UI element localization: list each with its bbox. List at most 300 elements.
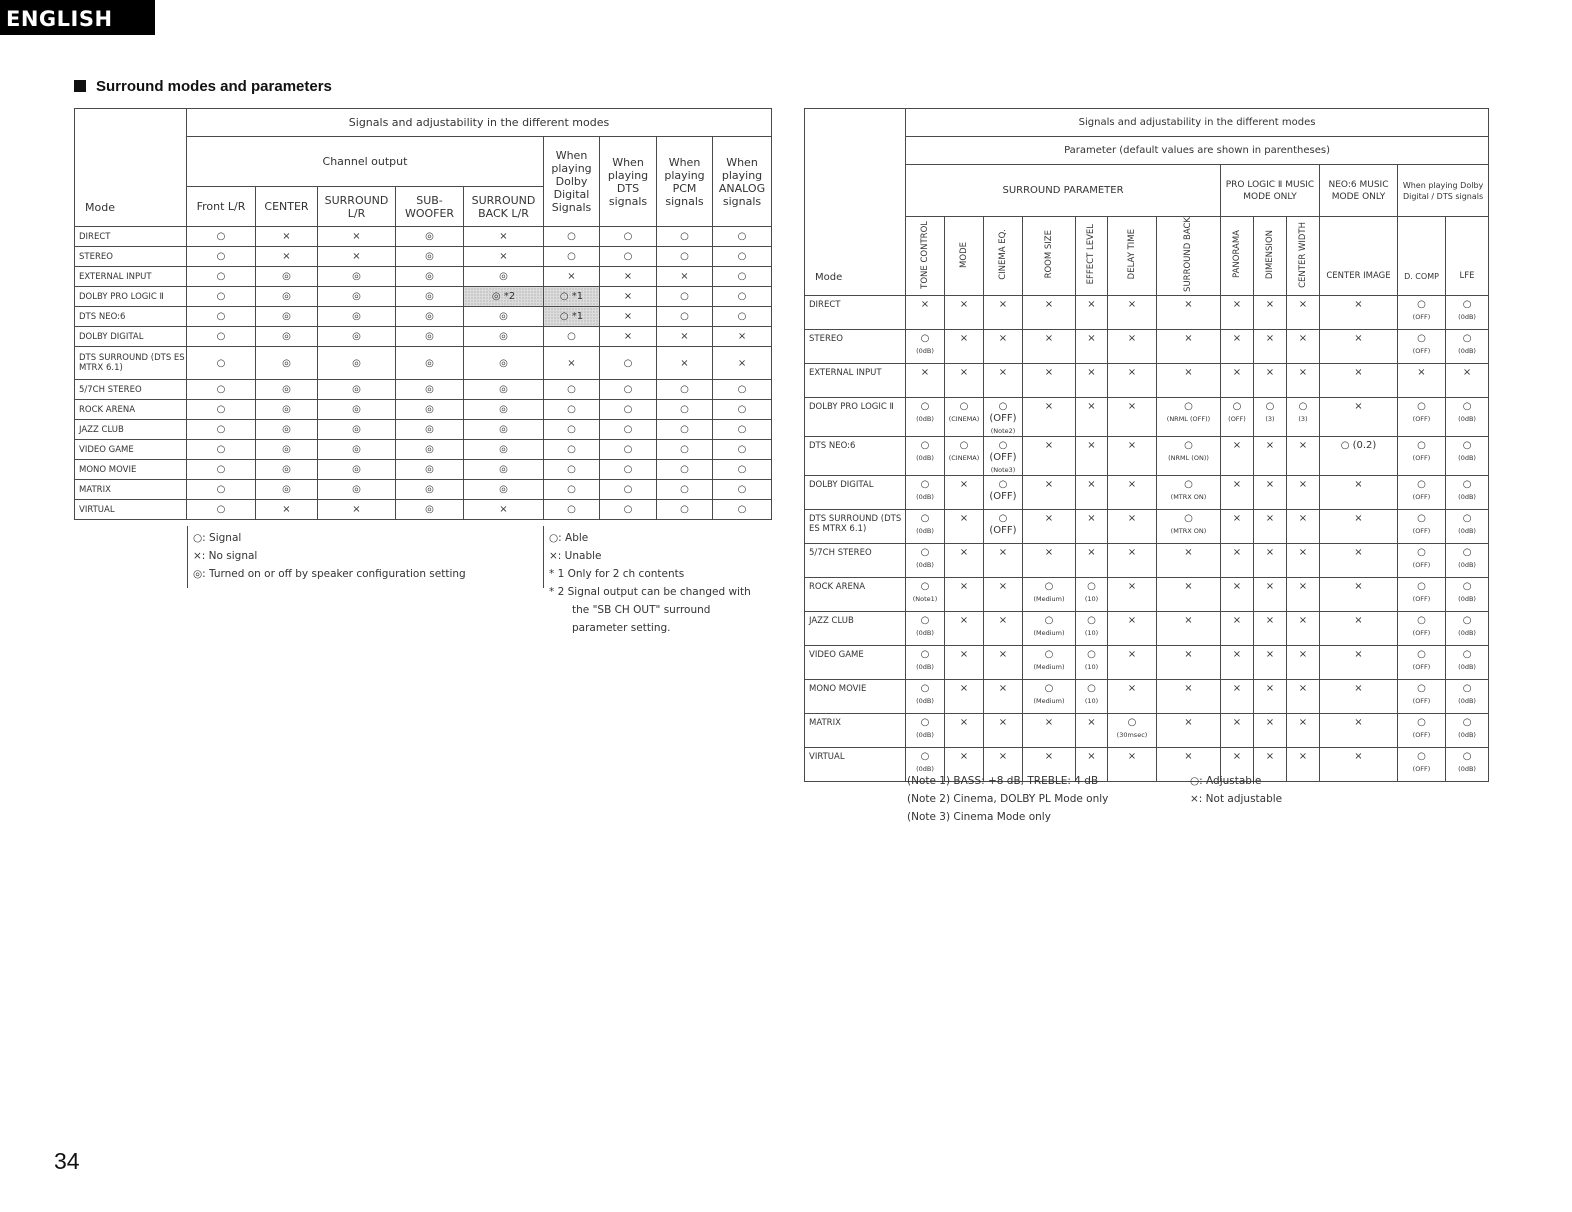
adjust-symbol: ○ (1417, 439, 1426, 451)
default-value: (0dB) (916, 628, 934, 637)
parameter-cell (1221, 509, 1254, 543)
signal-cell: × (600, 307, 657, 327)
parameter-cell (1023, 295, 1076, 329)
signal-cell: ○ (187, 327, 256, 347)
table-row (75, 327, 772, 347)
parameter-cell (1157, 645, 1221, 679)
parameter-cell (906, 475, 945, 509)
adjust-symbol: ○ (1462, 400, 1472, 412)
adjust-symbol: × (920, 366, 930, 378)
default-value: (0dB) (1458, 560, 1476, 569)
adjust-symbol: × (1184, 298, 1193, 310)
adjust-symbol: × (1232, 439, 1242, 451)
mode-name-cell: DTS SURROUND (DTS ES MTRX 6.1) (75, 347, 187, 380)
signals-group-header: Signals and adjustability in the different modes (906, 109, 1489, 137)
signal-cell: ○ (713, 307, 772, 327)
signal-cell: ○ (544, 460, 600, 480)
signal-cell: ○ (544, 247, 600, 267)
parameter-cell (1320, 509, 1398, 543)
parameter-cell (1320, 363, 1398, 397)
parameter-cell (984, 577, 1023, 611)
parameter-cell (1254, 645, 1287, 679)
signal-cell: ○ (657, 400, 713, 420)
signal-cell: ◎ (256, 400, 318, 420)
adjust-symbol: ○ (1462, 750, 1472, 762)
parameter-cell (1320, 543, 1398, 577)
parameter-cell (1157, 363, 1221, 397)
adjust-symbol: × (1044, 439, 1054, 451)
signal-cell: ○ (187, 400, 256, 420)
adjust-symbol: ○ (920, 682, 930, 694)
signal-cell: ○ (713, 287, 772, 307)
adjust-symbol: × (1265, 298, 1275, 310)
parameter-cell (1076, 509, 1108, 543)
signal-cell: ◎ (396, 480, 464, 500)
parameter-cell (1446, 363, 1489, 397)
default-value: (0dB) (1458, 312, 1476, 321)
parameter-cell (1108, 611, 1157, 645)
default-value: (NRML (ON)) (1168, 453, 1209, 462)
adjust-symbol: ○ (1417, 580, 1426, 592)
parameter-table (804, 108, 1489, 782)
default-value: (0dB) (1458, 453, 1476, 462)
mode-name-cell: DTS SURROUND (DTS ES MTRX 6.1) (805, 509, 906, 543)
parameter-cell (906, 436, 945, 475)
signal-cell: ○ (187, 227, 256, 247)
adjust-symbol: × (1087, 478, 1096, 490)
signal-cell: ○ (187, 440, 256, 460)
signal-cell: ◎ (318, 327, 396, 347)
adjust-symbol: ○ (1462, 332, 1472, 344)
adjust-symbol: ○ (1087, 614, 1096, 626)
adjust-symbol: × (1232, 682, 1242, 694)
parameter-cell (1023, 509, 1076, 543)
parameter-cell (1287, 713, 1320, 747)
adjust-symbol: × (1354, 298, 1363, 310)
parameter-cell (1446, 645, 1489, 679)
adjust-symbol: ○ (0.2) (1340, 439, 1377, 451)
signal-cell: × (256, 227, 318, 247)
adjust-symbol: × (1265, 512, 1275, 524)
signal-cell: ○ *1 (544, 307, 600, 327)
signal-cell: ○ (544, 327, 600, 347)
adjust-symbol: ○ (1417, 614, 1426, 626)
adjust-symbol: ○ (1184, 478, 1193, 490)
adjust-symbol: ○ (1417, 478, 1426, 490)
parameter-cell (1221, 645, 1254, 679)
default-value: (0dB) (916, 764, 934, 773)
signal-cell: ○ (600, 480, 657, 500)
signal-cell: × (600, 287, 657, 307)
adjust-symbol: ○ (1087, 648, 1096, 660)
signal-cell: ◎ (396, 460, 464, 480)
parameter-cell (1221, 475, 1254, 509)
parameter-cell (1254, 509, 1287, 543)
table-row (75, 420, 772, 440)
table-row (805, 713, 1489, 747)
parameter-cell (1076, 329, 1108, 363)
mode-column-header: Mode (75, 109, 187, 227)
tone-control-header: TONE CONTROL (906, 217, 945, 296)
default-value: (MTRX ON) (1170, 492, 1207, 501)
adjust-symbol: × (1265, 439, 1275, 451)
adjust-symbol: × (998, 614, 1008, 626)
default-value: (0dB) (916, 453, 934, 462)
default-value: (OFF) (1412, 764, 1431, 773)
parameter-cell (1398, 329, 1446, 363)
adjust-symbol: × (1265, 366, 1275, 378)
parameter-cell (1320, 475, 1398, 509)
parameter-cell (1398, 397, 1446, 436)
signal-cell: ◎ (464, 327, 544, 347)
mode-name-cell: MATRIX (805, 713, 906, 747)
adjust-symbol: × (1127, 580, 1137, 592)
subwoofer-header: SUB- WOOFER (396, 187, 464, 227)
when-playing-header: When playing Dolby Digital / DTS signals (1398, 165, 1489, 217)
parameter-cell (1254, 679, 1287, 713)
signal-cell: ○ (544, 420, 600, 440)
parameter-cell (1398, 436, 1446, 475)
parameter-cell (1446, 295, 1489, 329)
adjust-symbol: × (1184, 750, 1193, 762)
signal-cell: ○ (657, 227, 713, 247)
adjust-symbol: × (1354, 614, 1363, 626)
effect-level-header: EFFECT LEVEL (1076, 217, 1108, 296)
table-row (805, 577, 1489, 611)
adjust-symbol: × (959, 512, 969, 524)
signal-cell: ◎ (464, 400, 544, 420)
signal-cell: ○ (544, 400, 600, 420)
parameter-cell (1023, 577, 1076, 611)
default-value: (OFF) (1412, 312, 1431, 321)
default-value: (CINEMA) (948, 453, 980, 462)
signal-cell: ○ (187, 380, 256, 400)
mode-name-cell: DOLBY DIGITAL (805, 475, 906, 509)
parameter-cell (1108, 543, 1157, 577)
parameter-cell (1221, 713, 1254, 747)
adjust-symbol: × (959, 366, 969, 378)
adjust-symbol: ○ (1462, 614, 1472, 626)
adjust-symbol: ○ (1417, 716, 1426, 728)
parameter-cell (906, 397, 945, 436)
adjust-symbol: × (1044, 332, 1054, 344)
signal-cell: ◎ (318, 307, 396, 327)
parameter-cell (1108, 397, 1157, 436)
parameter-cell (984, 397, 1023, 436)
adjust-symbol: × (1127, 614, 1137, 626)
parameter-cell (1023, 397, 1076, 436)
adjust-symbol: × (1354, 366, 1363, 378)
adjust-symbol: × (1298, 546, 1308, 558)
language-tab: ENGLISH (0, 0, 155, 35)
parameter-cell (1157, 329, 1221, 363)
signal-cell: ◎ (396, 380, 464, 400)
adjust-symbol: ○ (920, 400, 930, 412)
parameter-cell (1254, 295, 1287, 329)
center-image-header: CENTER IMAGE (1320, 217, 1398, 296)
mode-name-cell: MONO MOVIE (805, 679, 906, 713)
section-title (74, 78, 332, 95)
adjust-symbol: × (1184, 716, 1193, 728)
parameter-cell (1446, 679, 1489, 713)
parameter-cell (1076, 645, 1108, 679)
table-row (75, 287, 772, 307)
signal-cell: ○ (713, 420, 772, 440)
signal-cell: ○ (600, 347, 657, 380)
mode-name-cell: EXTERNAL INPUT (75, 267, 187, 287)
signal-cell: ○ (600, 227, 657, 247)
signal-cell: ○ (544, 380, 600, 400)
mode-name-cell: MONO MOVIE (75, 460, 187, 480)
lfe-header: LFE (1446, 217, 1489, 296)
parameter-cell (1446, 611, 1489, 645)
adjust-symbol: ○ (920, 512, 930, 524)
table-row (75, 500, 772, 520)
surround-back-header: SURROUND BACK L/R (464, 187, 544, 227)
adjust-symbol: × (1354, 750, 1363, 762)
note-2: (Note 2) Cinema, DOLBY PL Mode only (907, 793, 1109, 805)
signal-cell: × (713, 347, 772, 380)
adjust-symbol: × (1044, 298, 1054, 310)
default-value: (0dB) (916, 560, 934, 569)
adjust-symbol: × (1298, 716, 1308, 728)
panorama-header: PANORAMA (1221, 217, 1254, 296)
default-value: (0dB) (916, 696, 934, 705)
adjust-symbol: ○ (1462, 716, 1472, 728)
parameter-cell (1221, 295, 1254, 329)
signal-legend (193, 529, 466, 583)
table-row (75, 347, 772, 380)
table-row (75, 460, 772, 480)
adjust-symbol: × (1265, 716, 1275, 728)
signal-cell: ◎ (396, 267, 464, 287)
adjust-symbol: ○ (1184, 439, 1193, 451)
signal-cell: ◎ (396, 247, 464, 267)
parameter-cell (1398, 363, 1446, 397)
adjust-symbol: ○ (1417, 298, 1426, 310)
signal-cell: × (600, 327, 657, 347)
dimension-header: DIMENSION (1254, 217, 1287, 296)
parameter-cell (984, 295, 1023, 329)
parameter-cell (1023, 363, 1076, 397)
parameter-cell (984, 509, 1023, 543)
mode-name-cell: DIRECT (805, 295, 906, 329)
default-value: (30msec) (1116, 730, 1148, 739)
adjust-symbol: × (1087, 512, 1096, 524)
signal-cell: ◎ (318, 287, 396, 307)
mode-name-cell: VIDEO GAME (75, 440, 187, 460)
signal-cell: ○ *1 (544, 287, 600, 307)
adjust-symbol: × (1232, 580, 1242, 592)
signal-cell: ○ (713, 400, 772, 420)
signal-cell: ◎ (318, 480, 396, 500)
adjust-symbol: × (1298, 298, 1308, 310)
parameter-cell (1023, 713, 1076, 747)
adjust-symbol: × (1184, 580, 1193, 592)
signal-cell: ○ (600, 380, 657, 400)
signal-cell: ○ (713, 440, 772, 460)
parameter-cell (984, 713, 1023, 747)
signal-cell: ◎ (396, 440, 464, 460)
adjust-symbol: ○ (1462, 298, 1472, 310)
parameter-cell (1023, 645, 1076, 679)
signal-cell: ◎ (256, 327, 318, 347)
parameter-cell (1254, 397, 1287, 436)
adjust-symbol: × (1298, 682, 1308, 694)
parameter-cell (1398, 475, 1446, 509)
default-value: (CINEMA) (948, 414, 980, 423)
signal-cell: ◎ (256, 347, 318, 380)
note-1: (Note 1) BASS: +8 dB, TREBLE: 4 dB (907, 775, 1099, 787)
parameter-cell (1221, 363, 1254, 397)
parameter-cell (945, 611, 984, 645)
signal-cell: ○ (600, 460, 657, 480)
signal-cell: ◎ (396, 227, 464, 247)
adjust-symbol: × (1044, 478, 1054, 490)
signal-cell: × (657, 347, 713, 380)
signal-cell: ○ (713, 247, 772, 267)
parameter-cell (1254, 611, 1287, 645)
parameter-cell (1320, 713, 1398, 747)
default-value: (OFF) (1412, 414, 1431, 423)
parameter-cell (1287, 509, 1320, 543)
signal-cell: ○ (713, 460, 772, 480)
parameter-cell (1108, 475, 1157, 509)
adjust-symbol: × (1184, 682, 1193, 694)
parameter-cell (1221, 543, 1254, 577)
adjust-symbol: × (1265, 580, 1275, 592)
adjust-symbol: × (1127, 682, 1137, 694)
adjust-symbol: ○ (1044, 682, 1054, 694)
footnote-1: * 1 Only for 2 ch contents (549, 568, 685, 580)
signal-cell: ○ (187, 500, 256, 520)
table-row (75, 307, 772, 327)
parameter-cell (1076, 397, 1108, 436)
legend-speaker-config: ◎: Turned on or off by speaker configuration setting (193, 568, 466, 580)
adjust-symbol: × (998, 682, 1008, 694)
adjust-symbol: × (959, 298, 969, 310)
adjust-symbol: × (1298, 332, 1308, 344)
parameter-cell (1320, 645, 1398, 679)
default-value: (10) (1084, 594, 1099, 603)
table-row (805, 611, 1489, 645)
adjust-symbol: ○ (1417, 400, 1426, 412)
mode-name-cell: STEREO (75, 247, 187, 267)
parameter-cell (945, 329, 984, 363)
default-value: (OFF) (1412, 492, 1431, 501)
adjust-symbol: ○ (1184, 512, 1193, 524)
parameter-cell (1398, 713, 1446, 747)
parameter-cell (945, 543, 984, 577)
parameter-cell (984, 679, 1023, 713)
signal-cell: ○ (544, 480, 600, 500)
adjust-symbol: ○ (1417, 512, 1426, 524)
adjust-symbol: × (1298, 478, 1308, 490)
parameter-cell (1287, 436, 1320, 475)
legend-adjustable: ○: Adjustable (1190, 775, 1262, 787)
adjust-symbol: ○ (OFF) (989, 400, 1017, 424)
parameter-cell (1320, 679, 1398, 713)
table-row (75, 380, 772, 400)
room-size-header: ROOM SIZE (1023, 217, 1076, 296)
signal-cell: ◎ (396, 287, 464, 307)
adjust-symbol: × (1087, 546, 1096, 558)
parameter-cell (1076, 475, 1108, 509)
parameter-cell (1320, 397, 1398, 436)
parameter-cell (1221, 436, 1254, 475)
adjust-symbol: × (1354, 400, 1363, 412)
default-value: (0dB) (1458, 764, 1476, 773)
parameter-cell (1254, 577, 1287, 611)
adjust-symbol: ○ (1087, 682, 1096, 694)
signal-cell: ◎ (396, 420, 464, 440)
legend-unable: ×: Unable (549, 550, 602, 562)
adjust-symbol: ○ (1265, 400, 1275, 412)
note-3: (Note 3) Cinema Mode only (907, 811, 1051, 823)
mode-name-cell: DIRECT (75, 227, 187, 247)
parameter-cell (1157, 475, 1221, 509)
parameter-cell (1287, 679, 1320, 713)
legend-divider (543, 526, 544, 588)
parameter-cell (1287, 747, 1320, 781)
adjust-symbol: × (998, 580, 1008, 592)
parameter-cell (1254, 475, 1287, 509)
signal-cell: ○ (187, 420, 256, 440)
adjust-symbol: × (1087, 439, 1096, 451)
adjust-symbol: × (1265, 648, 1275, 660)
parameter-cell (945, 679, 984, 713)
parameter-cell (1076, 679, 1108, 713)
signal-cell: × (464, 227, 544, 247)
signal-cell: ○ (657, 380, 713, 400)
adjust-symbol: × (1044, 750, 1054, 762)
adjust-symbol: ○ (920, 716, 930, 728)
parameter-cell (1446, 577, 1489, 611)
parameter-cell (1023, 543, 1076, 577)
adjust-symbol: ○ (1044, 614, 1054, 626)
table-row (75, 247, 772, 267)
adjust-symbol: ○ (1087, 580, 1096, 592)
parameter-cell (1398, 543, 1446, 577)
parameter-group-header: Parameter (default values are shown in parentheses) (906, 137, 1489, 165)
mode-name-cell: VIDEO GAME (805, 645, 906, 679)
adjust-symbol: × (1232, 546, 1242, 558)
signal-cell: ◎ (256, 287, 318, 307)
signal-cell: ◎ (318, 400, 396, 420)
signal-cell: ○ (600, 400, 657, 420)
adjust-symbol: × (1298, 648, 1308, 660)
signal-cell: ○ (600, 420, 657, 440)
parameter-cell (1108, 747, 1157, 781)
signal-cell: ◎ (256, 380, 318, 400)
parameter-cell (1108, 363, 1157, 397)
front-lr-header: Front L/R (187, 187, 256, 227)
parameter-cell (1108, 295, 1157, 329)
default-value: (Medium) (1033, 628, 1065, 637)
signal-cell: ◎ (396, 500, 464, 520)
adjust-symbol: × (1127, 648, 1137, 660)
default-value: (OFF) (1412, 730, 1431, 739)
default-value: (Note2) (990, 426, 1016, 435)
mode-name-cell: DTS NEO:6 (805, 436, 906, 475)
mode-name-cell: VIRTUAL (75, 500, 187, 520)
adjust-symbol: ○ (1127, 716, 1137, 728)
adjust-symbol: × (1232, 366, 1242, 378)
signal-cell: × (318, 227, 396, 247)
adjust-symbol: × (1127, 750, 1137, 762)
parameter-cell (984, 645, 1023, 679)
signal-cell: ◎ (256, 307, 318, 327)
